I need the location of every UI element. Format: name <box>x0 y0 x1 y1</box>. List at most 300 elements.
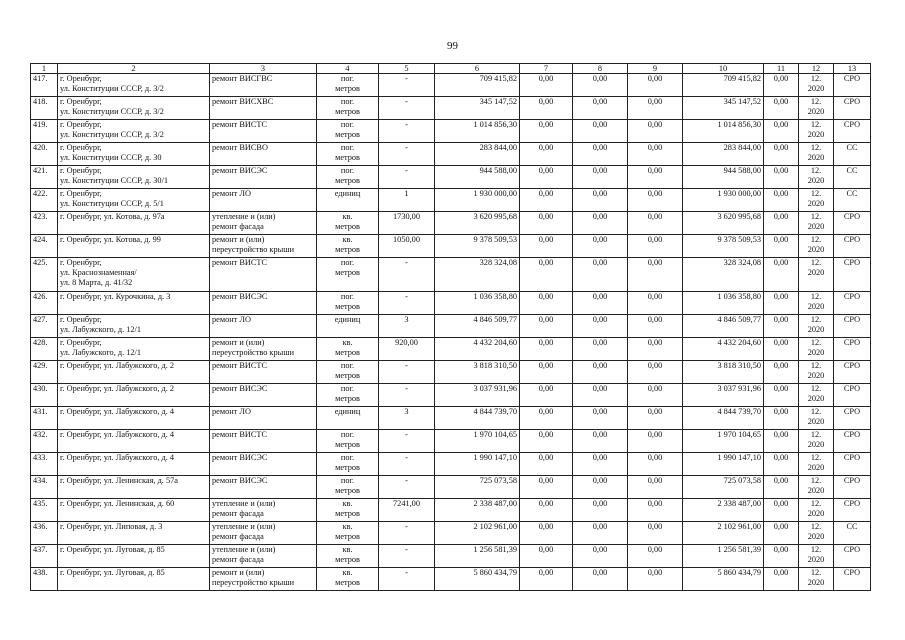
cost-col-8-cell: 0,00 <box>573 338 628 361</box>
column-header-2: 2 <box>58 64 210 74</box>
table-row <box>31 189 871 212</box>
unit-cell-line: метров <box>335 175 360 185</box>
period-cell-line: 12. <box>810 292 822 301</box>
period-cell <box>799 545 834 568</box>
volume-cell: - <box>379 476 435 499</box>
total-cost-cell: 1 014 856,30 <box>435 120 520 143</box>
address-cell-line: г. Оренбург, <box>60 74 102 83</box>
volume-cell: 920,00 <box>379 338 435 361</box>
period-cell-line: 12. <box>810 407 822 416</box>
row-number: 420. <box>31 143 58 166</box>
total-cost-cell: 5 860 434,79 <box>435 568 520 591</box>
table-row <box>31 384 871 407</box>
cost-col-8-cell: 0,00 <box>573 292 628 315</box>
row-number: 436. <box>31 522 58 545</box>
cost-col-7-cell: 0,00 <box>520 212 573 235</box>
cost-col-10-cell: 9 378 509,53 <box>683 235 764 258</box>
work-type-cell <box>210 212 317 235</box>
work-type-cell-line: ремонт фасада <box>212 508 264 518</box>
address-cell-line: г. Оренбург, <box>60 189 102 198</box>
unit-cell <box>317 235 379 258</box>
work-type-cell-line: ремонт ВИСТС <box>212 361 268 370</box>
work-type-cell-line: ремонт ВИСВО <box>212 143 268 152</box>
period-cell <box>799 499 834 522</box>
cost-col-11-cell: 0,00 <box>764 568 799 591</box>
cost-col-10-cell: 1 930 000,00 <box>683 189 764 212</box>
cost-col-7-cell: 0,00 <box>520 522 573 545</box>
period-cell <box>799 120 834 143</box>
unit-cell <box>317 430 379 453</box>
cost-col-8-cell: 0,00 <box>573 384 628 407</box>
cost-col-9-cell: 0,00 <box>628 430 683 453</box>
unit-cell-line: пог. <box>340 361 355 370</box>
cost-col-11-cell: 0,00 <box>764 522 799 545</box>
unit-cell-line: пог. <box>340 143 355 152</box>
period-cell <box>799 97 834 120</box>
cost-col-7-cell: 0,00 <box>520 476 573 499</box>
work-type-cell-line: утепление и (или) <box>212 522 276 531</box>
work-type-cell-line: ремонт ВИСЭС <box>212 292 268 301</box>
period-cell-line: 12. <box>810 212 822 221</box>
unit-cell-line: пог. <box>340 120 355 129</box>
cost-col-8-cell: 0,00 <box>573 568 628 591</box>
volume-cell: - <box>379 166 435 189</box>
cost-col-11-cell: 0,00 <box>764 97 799 120</box>
volume-cell: 3 <box>379 407 435 430</box>
unit-cell-line: пог. <box>340 74 355 83</box>
work-type-cell <box>210 258 317 292</box>
cost-col-10-cell: 3 037 931,96 <box>683 384 764 407</box>
cost-col-8-cell: 0,00 <box>573 453 628 476</box>
cost-col-10-cell: 1 970 104,65 <box>683 430 764 453</box>
period-cell-line: 12. <box>810 545 822 554</box>
period-cell-line: 2020 <box>807 129 825 139</box>
unit-cell-line: пог. <box>340 97 355 106</box>
address-cell <box>58 189 210 212</box>
period-cell-line: 12. <box>810 166 822 175</box>
work-type-cell <box>210 97 317 120</box>
period-cell-line: 12. <box>810 361 822 370</box>
cost-col-10-cell: 4 846 509,77 <box>683 315 764 338</box>
cost-col-8-cell: 0,00 <box>573 235 628 258</box>
period-cell <box>799 384 834 407</box>
column-header-6: 6 <box>435 64 520 74</box>
work-type-cell-line: ремонт ЛО <box>212 315 251 324</box>
period-cell-line: 12. <box>810 522 822 531</box>
period-cell <box>799 143 834 166</box>
unit-cell <box>317 74 379 97</box>
cost-col-8-cell: 0,00 <box>573 361 628 384</box>
volume-cell: 3 <box>379 315 435 338</box>
address-cell <box>58 407 210 430</box>
cost-col-10-cell: 4 432 204,60 <box>683 338 764 361</box>
table-row <box>31 338 871 361</box>
cost-col-9-cell: 0,00 <box>628 120 683 143</box>
table-row <box>31 235 871 258</box>
cost-col-8-cell: 0,00 <box>573 212 628 235</box>
row-number: 432. <box>31 430 58 453</box>
unit-cell-line: кв. <box>342 338 353 347</box>
row-number: 430. <box>31 384 58 407</box>
cost-col-7-cell: 0,00 <box>520 292 573 315</box>
column-header-11: 11 <box>764 64 799 74</box>
period-cell-line: 2020 <box>807 347 825 357</box>
cost-col-11-cell: 0,00 <box>764 499 799 522</box>
row-number: 431. <box>31 407 58 430</box>
funding-source-cell: СРО <box>834 120 871 143</box>
cost-col-7-cell: 0,00 <box>520 568 573 591</box>
work-type-cell-line: ремонт ВИСЭС <box>212 453 268 462</box>
total-cost-cell: 709 415,82 <box>435 74 520 97</box>
address-cell-line: г. Оренбург, <box>60 97 102 106</box>
volume-cell: - <box>379 120 435 143</box>
cost-col-8-cell: 0,00 <box>573 545 628 568</box>
cost-col-11-cell: 0,00 <box>764 292 799 315</box>
address-cell-line: г. Оренбург, ул. Лабужского, д. 4 <box>60 430 175 439</box>
cost-col-7-cell: 0,00 <box>520 74 573 97</box>
total-cost-cell: 4 846 509,77 <box>435 315 520 338</box>
cost-col-7-cell: 0,00 <box>520 315 573 338</box>
funding-source-cell: СРО <box>834 97 871 120</box>
cost-col-10-cell: 5 860 434,79 <box>683 568 764 591</box>
total-cost-cell: 9 378 509,53 <box>435 235 520 258</box>
column-header-1: 1 <box>31 64 58 74</box>
table-row <box>31 499 871 522</box>
address-cell <box>58 568 210 591</box>
table-body <box>31 74 871 591</box>
period-cell-line: 12. <box>810 315 822 324</box>
unit-cell-line: единиц <box>334 189 361 198</box>
cost-col-9-cell: 0,00 <box>628 361 683 384</box>
cost-col-7-cell: 0,00 <box>520 120 573 143</box>
cost-col-7-cell: 0,00 <box>520 384 573 407</box>
address-cell-line: г. Оренбург, ул. Лабужского, д. 4 <box>60 407 175 416</box>
address-cell-line: г. Оренбург, ул. Котова, д. 97а <box>60 212 165 221</box>
address-cell <box>58 97 210 120</box>
cost-col-10-cell: 709 415,82 <box>683 74 764 97</box>
address-cell <box>58 143 210 166</box>
volume-cell: - <box>379 292 435 315</box>
cost-col-8-cell: 0,00 <box>573 97 628 120</box>
total-cost-cell: 944 588,00 <box>435 166 520 189</box>
address-cell-line: г. Оренбург, ул. Курочкина, д. 3 <box>60 292 171 301</box>
row-number: 426. <box>31 292 58 315</box>
cost-col-11-cell: 0,00 <box>764 338 799 361</box>
cost-col-11-cell: 0,00 <box>764 258 799 292</box>
table-row <box>31 361 871 384</box>
address-cell-line: г. Оренбург, ул. Лабужского, д. 2 <box>60 361 175 370</box>
unit-cell <box>317 384 379 407</box>
total-cost-cell: 1 970 104,65 <box>435 430 520 453</box>
cost-col-7-cell: 0,00 <box>520 338 573 361</box>
cost-col-11-cell: 0,00 <box>764 120 799 143</box>
cost-col-11-cell: 0,00 <box>764 430 799 453</box>
unit-cell-line: метров <box>335 221 360 231</box>
address-cell <box>58 166 210 189</box>
period-cell <box>799 74 834 97</box>
cost-col-7-cell: 0,00 <box>520 407 573 430</box>
work-type-cell <box>210 361 317 384</box>
funding-source-cell: СРО <box>834 258 871 292</box>
cost-col-11-cell: 0,00 <box>764 235 799 258</box>
unit-cell-line: метров <box>335 485 360 495</box>
cost-col-10-cell: 944 588,00 <box>683 166 764 189</box>
address-cell-line: г. Оренбург, <box>60 143 102 152</box>
table-row <box>31 545 871 568</box>
total-cost-cell: 1 036 358,80 <box>435 292 520 315</box>
cost-col-10-cell: 4 844 739,70 <box>683 407 764 430</box>
period-cell-line: 2020 <box>807 267 825 277</box>
work-type-cell-line: ремонт ВИСГВС <box>212 74 273 83</box>
funding-source-cell: СРО <box>834 74 871 97</box>
period-cell-line: 2020 <box>807 439 825 449</box>
period-cell <box>799 453 834 476</box>
work-type-cell-line: ремонт и (или) <box>212 235 265 244</box>
work-type-cell <box>210 545 317 568</box>
funding-source-cell: СРО <box>834 476 871 499</box>
period-cell-line: 2020 <box>807 106 825 116</box>
unit-cell-line: пог. <box>340 292 355 301</box>
funding-source-cell: СРО <box>834 407 871 430</box>
address-cell-line: г. Оренбург, ул. Луговая, д. 85 <box>60 568 165 577</box>
unit-cell <box>317 292 379 315</box>
work-type-cell-line: переустройство крыши <box>212 347 295 357</box>
cost-col-9-cell: 0,00 <box>628 384 683 407</box>
cost-col-9-cell: 0,00 <box>628 476 683 499</box>
cost-col-8-cell: 0,00 <box>573 120 628 143</box>
funding-source-cell: СРО <box>834 338 871 361</box>
address-cell <box>58 384 210 407</box>
column-header-10: 10 <box>683 64 764 74</box>
work-type-cell-line: утепление и (или) <box>212 499 276 508</box>
period-cell-line: 2020 <box>807 152 825 162</box>
period-cell-line: 12. <box>810 74 822 83</box>
work-type-cell <box>210 568 317 591</box>
address-cell-line: ул. Лабужского, д. 12/1 <box>60 324 141 334</box>
total-cost-cell: 3 620 995,68 <box>435 212 520 235</box>
row-number: 429. <box>31 361 58 384</box>
table-row <box>31 568 871 591</box>
work-type-cell-line: ремонт ВИСЭС <box>212 166 268 175</box>
work-type-cell-line: ремонт ЛО <box>212 407 251 416</box>
address-cell-line: ул. Конституции СССР, д. 3/2 <box>60 129 164 139</box>
volume-cell: - <box>379 568 435 591</box>
cost-col-8-cell: 0,00 <box>573 476 628 499</box>
work-type-cell <box>210 235 317 258</box>
cost-col-10-cell: 345 147,52 <box>683 97 764 120</box>
address-cell-line: г. Оренбург, <box>60 338 102 347</box>
period-cell-line: 12. <box>810 499 822 508</box>
work-type-cell <box>210 143 317 166</box>
cost-col-9-cell: 0,00 <box>628 74 683 97</box>
cost-col-8-cell: 0,00 <box>573 407 628 430</box>
period-cell-line: 2020 <box>807 221 825 231</box>
table-row <box>31 166 871 189</box>
work-type-cell-line: утепление и (или) <box>212 212 276 221</box>
funding-source-cell: СС <box>834 166 871 189</box>
cost-col-11-cell: 0,00 <box>764 476 799 499</box>
row-number: 437. <box>31 545 58 568</box>
unit-cell <box>317 315 379 338</box>
unit-cell-line: пог. <box>340 384 355 393</box>
cost-col-7-cell: 0,00 <box>520 545 573 568</box>
volume-cell: - <box>379 384 435 407</box>
unit-cell <box>317 189 379 212</box>
cost-col-7-cell: 0,00 <box>520 499 573 522</box>
period-cell <box>799 258 834 292</box>
cost-col-10-cell: 283 844,00 <box>683 143 764 166</box>
cost-col-10-cell: 2 102 961,00 <box>683 522 764 545</box>
unit-cell-line: кв. <box>342 499 353 508</box>
unit-cell <box>317 453 379 476</box>
table-row <box>31 430 871 453</box>
unit-cell-line: единиц <box>334 315 361 324</box>
cost-col-10-cell: 3 818 310,50 <box>683 361 764 384</box>
address-cell-line: г. Оренбург, ул. Липовая, д. 3 <box>60 522 163 531</box>
unit-cell-line: метров <box>335 106 360 116</box>
row-number: 438. <box>31 568 58 591</box>
period-cell <box>799 166 834 189</box>
period-cell-line: 2020 <box>807 244 825 254</box>
row-number: 428. <box>31 338 58 361</box>
unit-cell-line: метров <box>335 244 360 254</box>
unit-cell-line: метров <box>335 129 360 139</box>
unit-cell-line: пог. <box>340 453 355 462</box>
work-type-cell-line: ремонт ВИСТС <box>212 120 268 129</box>
unit-cell-line: кв. <box>342 235 353 244</box>
unit-cell-line: метров <box>335 508 360 518</box>
period-cell <box>799 189 834 212</box>
funding-source-cell: СРО <box>834 315 871 338</box>
unit-cell <box>317 568 379 591</box>
cost-col-11-cell: 0,00 <box>764 143 799 166</box>
volume-cell: - <box>379 97 435 120</box>
table-row <box>31 522 871 545</box>
funding-source-cell: СРО <box>834 212 871 235</box>
cost-col-11-cell: 0,00 <box>764 453 799 476</box>
cost-col-11-cell: 0,00 <box>764 74 799 97</box>
address-cell <box>58 212 210 235</box>
cost-col-10-cell: 328 324,08 <box>683 258 764 292</box>
row-number: 434. <box>31 476 58 499</box>
period-cell-line: 2020 <box>807 531 825 541</box>
address-cell <box>58 499 210 522</box>
work-type-cell-line: ремонт и (или) <box>212 338 265 347</box>
address-cell <box>58 315 210 338</box>
unit-cell <box>317 143 379 166</box>
address-cell-line: ул. Конституции СССР, д. 3/2 <box>60 83 164 93</box>
unit-cell-line: кв. <box>342 212 353 221</box>
period-cell-line: 2020 <box>807 393 825 403</box>
row-number: 425. <box>31 258 58 292</box>
period-cell-line: 2020 <box>807 462 825 472</box>
period-cell-line: 2020 <box>807 370 825 380</box>
total-cost-cell: 328 324,08 <box>435 258 520 292</box>
unit-cell <box>317 545 379 568</box>
cost-col-7-cell: 0,00 <box>520 235 573 258</box>
unit-cell-line: кв. <box>342 545 353 554</box>
work-type-cell <box>210 338 317 361</box>
cost-col-9-cell: 0,00 <box>628 453 683 476</box>
work-type-cell <box>210 499 317 522</box>
address-cell-line: г. Оренбург, ул. Лабужского, д. 2 <box>60 384 175 393</box>
cost-col-9-cell: 0,00 <box>628 338 683 361</box>
column-header-3: 3 <box>210 64 317 74</box>
unit-cell <box>317 499 379 522</box>
work-type-cell <box>210 453 317 476</box>
cost-col-10-cell: 1 990 147,10 <box>683 453 764 476</box>
total-cost-cell: 3 037 931,96 <box>435 384 520 407</box>
table-row <box>31 258 871 292</box>
cost-col-8-cell: 0,00 <box>573 258 628 292</box>
period-cell-line: 12. <box>810 338 822 347</box>
period-cell <box>799 407 834 430</box>
address-cell-line: г. Оренбург, ул. Котова, д. 99 <box>60 235 161 244</box>
work-type-cell-line: ремонт фасада <box>212 554 264 564</box>
unit-cell <box>317 166 379 189</box>
address-cell-line: ул. Конституции СССР, д. 30/1 <box>60 175 169 185</box>
cost-col-8-cell: 0,00 <box>573 74 628 97</box>
cost-col-9-cell: 0,00 <box>628 545 683 568</box>
address-cell <box>58 430 210 453</box>
period-cell-line: 12. <box>810 430 822 439</box>
address-cell-line: г. Оренбург, ул. Ленинская, д. 60 <box>60 499 175 508</box>
cost-col-9-cell: 0,00 <box>628 499 683 522</box>
table-row <box>31 143 871 166</box>
work-type-cell-line: ремонт ВИСЭС <box>212 476 268 485</box>
work-type-cell <box>210 74 317 97</box>
address-cell <box>58 476 210 499</box>
volume-cell: - <box>379 453 435 476</box>
total-cost-cell: 1 990 147,10 <box>435 453 520 476</box>
column-header-4: 4 <box>317 64 379 74</box>
work-type-cell-line: ремонт ЛО <box>212 189 251 198</box>
unit-cell-line: метров <box>335 577 360 587</box>
unit-cell-line: метров <box>335 393 360 403</box>
period-cell-line: 2020 <box>807 554 825 564</box>
cost-col-10-cell: 3 620 995,68 <box>683 212 764 235</box>
column-number-row <box>31 64 871 74</box>
work-type-cell-line: ремонт и (или) <box>212 568 265 577</box>
work-type-cell-line: ремонт фасада <box>212 531 264 541</box>
row-number: 417. <box>31 74 58 97</box>
unit-cell <box>317 338 379 361</box>
volume-cell: - <box>379 74 435 97</box>
row-number: 422. <box>31 189 58 212</box>
table-row <box>31 407 871 430</box>
funding-source-cell: СРО <box>834 499 871 522</box>
work-type-cell-line: ремонт ВИСТС <box>212 258 268 267</box>
funding-source-cell: СРО <box>834 235 871 258</box>
period-cell-line: 2020 <box>807 175 825 185</box>
column-header-8: 8 <box>573 64 628 74</box>
work-type-cell <box>210 120 317 143</box>
cost-col-9-cell: 0,00 <box>628 166 683 189</box>
volume-cell: - <box>379 545 435 568</box>
funding-source-cell: СРО <box>834 453 871 476</box>
volume-cell: - <box>379 143 435 166</box>
work-type-cell <box>210 384 317 407</box>
cost-col-11-cell: 0,00 <box>764 189 799 212</box>
cost-col-11-cell: 0,00 <box>764 212 799 235</box>
work-type-cell <box>210 315 317 338</box>
address-cell-line: г. Оренбург, ул. Ленинская, д. 57а <box>60 476 178 485</box>
row-number: 424. <box>31 235 58 258</box>
work-type-cell <box>210 476 317 499</box>
unit-cell <box>317 522 379 545</box>
period-cell-line: 12. <box>810 189 822 198</box>
address-cell-line: г. Оренбург, <box>60 258 102 267</box>
